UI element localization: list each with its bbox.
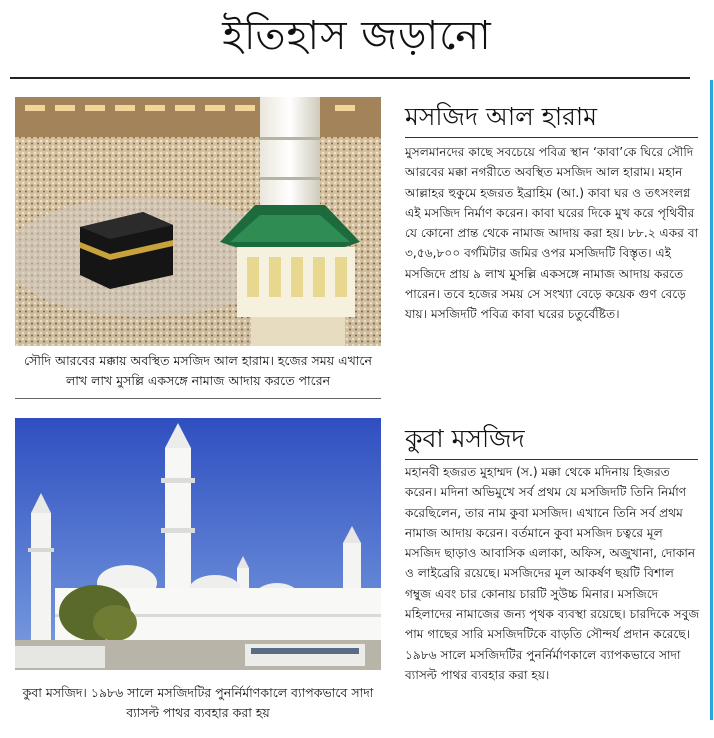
photo-caption: সৌদি আরবের মক্কায় অবস্থিত মসজিদ আল হারাম। হজের সময় এখানে লাখ লাখ মুসল্লি একসঙ্গে নামাজ আদায় করতে পারেন xyxy=(24,353,372,388)
article-body: মহানবী হজরত মুহাম্মদ (স.) মক্কা থেকে মদিনায় হিজরত করেন। মদিনা অভিমুখে সর্ব প্রথম যে মসজিদটি তিনি নির্মাণ করেছিলেন, তার নাম কুবা মসজিদ। এখানে তিনি সর্ব প্রথম নামাজ আদায় করেন। বর্তমানে কুবা মসজিদ চত্বরে মূল মসজিদ ছাড়াও আবাসিক এলাকা, অফিস, অজুখানা, দোকান ও লাইব্রেরি রয়েছে। মসজিদের মূল আকর্ষণ ছয়টি বিশাল গম্বুজ এবং চার কোনায় চারটি সুউচ্চ মিনার। মসজিদে মহিলাদের নামাজের জন্য পৃথক ব্যবস্থা রয়েছে। চারদিকে সবুজ পাম গাছের সারি মসজিদটিকে বাড়তি সৌন্দর্য প্রদান করেছে। ১৯৮৬ সালে মসজিদটির পুনর্নির্মাণকালে ব্যাপকভাবে সাদা ব্যাসল্ট পাথর ব্যবহার করা হয়। xyxy=(405,465,700,682)
heading-divider xyxy=(405,459,698,460)
page-title: ইতিহাস জড়ানো xyxy=(222,13,492,59)
page-edge-accent-bar xyxy=(710,80,713,720)
heading-divider xyxy=(405,137,698,138)
masjid-al-haram-photo xyxy=(15,97,381,346)
title-divider xyxy=(10,77,690,79)
caption-divider xyxy=(15,398,381,399)
article-heading: মসজিদ আল হারাম xyxy=(405,102,597,131)
article-heading: কুবা মসজিদ xyxy=(405,424,525,453)
quba-mosque-photo xyxy=(15,418,381,670)
article-body: মুসলমানদের কাছে সবচেয়ে পবিত্র স্থান ‘কাবা’কে ঘিরে সৌদি আরবের মক্কা নগরীতে অবস্থিত মসজিদ আল হারাম। মহান আল্লাহর হুকুমে হজরত ইব্রাহিম (আ.) কাবা ঘর ও তৎসংলগ্ন এই মসজিদ নির্মাণ করেন। কাবা ঘরের দিকে মুখ করে পৃথিবীর যে কোনো প্রান্ত থেকে নামাজ আদায় করা হয়। ৮৮.২ একর বা ৩,৫৬,৮০০ বর্গমিটার জমির ওপর মসজিদটি বিস্তৃত। এই মসজিদে প্রায় ৯ লাখ মুসল্লি একসঙ্গে নামাজ আদায় করতে পারেন। তবে হজের সময় সে সংখ্যা বেড়ে কয়েক গুণ বেড়ে যায়। মসজিদটি পবিত্র কাবা ঘরের চতুর্বেষ্টিত। xyxy=(405,145,699,322)
photo-caption: কুবা মসজিদ। ১৯৮৬ সালে মসজিদটির পুনর্নির্মাণকালে ব্যাপকভাবে সাদা ব্যাসল্ট পাথর ব্যবহার করা হয় xyxy=(22,685,374,720)
